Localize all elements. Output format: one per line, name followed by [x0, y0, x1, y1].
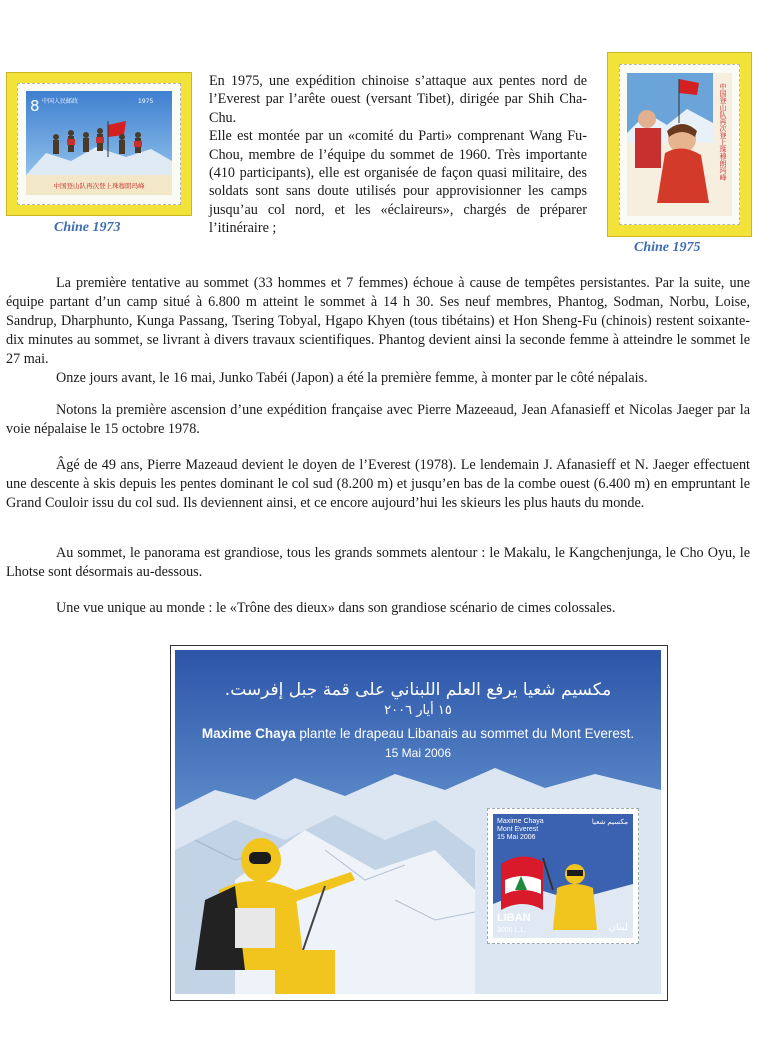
sheet-arabic-title: مكسيم شعيا يرفع العلم اللبناني على قمة جبل إفرست.: [224, 680, 612, 700]
sheet-date: 15 Mai 2006: [384, 746, 452, 760]
paragraph: La première tentative au sommet (33 hommes et 7 femmes) échoue à cause de tempêtes persistantes. Par la suite, une équipe partant d’un camp situé à 6.800 m atteint le sommet à 14 h 30. Ses neuf membres, Phantog, Sodman, Norbu, Loise, Sandrup, Dharphunto, Kunga Passang, Tsering Tobyal, Hgapo Khyen (tous tibétains) et Hon Sheng-Fu (chinois) restent soixante-dix minutes au sommet, se livrant à divers travaux scientifiques. Phantog devient ainsi la seconde femme à atteindre le sommet le 27 mai.: [6, 275, 750, 367]
paragraph: Au sommet, le panorama est grandiose, tous les grands sommets alentour : le Makalu, le Kangchenjunga, le Cho Oyu, le Lhotse sont désormais au-dessous.: [6, 545, 750, 580]
stamp-perforation: [619, 64, 740, 225]
sheet-title-rest: plante le drapeau Libanais au sommet du Mont Everest.: [295, 726, 635, 741]
mini-date: 15 Mai 2006: [497, 834, 536, 841]
svg-text:中国登山队再次登上珠穆朗玛峰: 中国登山队再次登上珠穆朗玛峰: [719, 83, 727, 181]
paragraph-mazeaud: [6, 456, 750, 513]
mini-stamp: [487, 808, 639, 944]
svg-text:中国人民邮政: 中国人民邮政: [42, 98, 79, 105]
paragraph-panorama: [6, 544, 750, 582]
mini-value: 3000 L.L.: [497, 927, 527, 934]
svg-text:中国登山队再次登上珠穆朗玛峰: 中国登山队再次登上珠穆朗玛峰: [53, 182, 145, 190]
mini-arabic-country: لبنان: [608, 922, 628, 933]
svg-text:8: 8: [30, 97, 40, 115]
stamp-image-climbers-summit: [627, 73, 732, 216]
mini-stamp-image: [493, 814, 633, 938]
stamp-image-climbers-flag: [26, 91, 172, 195]
sheet-name: Maxime Chaya: [201, 726, 296, 741]
mini-arabic-name: مكسيم شعيا: [591, 819, 628, 826]
intro-paragraph: Elle est montée par un «comité du Parti» comprenant Wang Fu-Chou, membre de l’équipe du sommet de 1960. Très importante (410 participants), elle est organisée de façon quasi militaire, des soldats sont sans doute utilisés pour approvisionner les camps jusqu’au col nord, et les «éclaireurs», chargés de préparer l’itinéraire ;: [209, 128, 587, 237]
stamp-caption: Chine 1975: [634, 240, 701, 255]
paragraph: Notons la première ascension d’une expédition française avec Pierre Mazeeaud, Jean Afanasieff et Nicolas Jaeger par la voie népalaise le 15 octobre 1978.: [6, 402, 750, 437]
stamp-chine-1975: [607, 52, 752, 237]
paragraph-unique-view: [6, 599, 750, 618]
intro-paragraph: En 1975, une expédition chinoise s’attaque aux pentes nord de l’Everest par l’arête ouest (versant Tibet), dirigée par Shih Cha-Chu.: [209, 73, 587, 126]
paragraph: Onze jours avant, le 16 mai, Junko Tabéi (Japon) a été la première femme, à monter par le côté népalais.: [56, 370, 648, 386]
stamp-perforation: [17, 83, 181, 205]
souvenir-sheet-image: [175, 650, 661, 994]
mini-country: LIBAN: [497, 912, 531, 924]
intro-text: [209, 72, 587, 238]
paragraph-french-expedition: [6, 401, 750, 439]
sheet-arabic-date: ١٥ أيار ٢٠٠٦: [384, 703, 452, 718]
sheet-french-title: [175, 726, 661, 741]
stamp-chine-1973: [6, 72, 192, 216]
souvenir-sheet-liban: [170, 645, 668, 1001]
stamp-caption: Chine 1973: [54, 220, 121, 235]
paragraph: Âgé de 49 ans, Pierre Mazeaud devient le doyen de l’Everest (1978). Le lendemain J. Afanasieff et N. Jaeger effectuent une descente à skis depuis les pentes dominant le col sud (8.200 m) et jusqu’en bas de la combe ouest (6.400 m) en empruntant le Grand Couloir issu du col sud. Ils deviennent ainsi, et ce encore aujourd’hui les skieurs les plus hauts du monde.: [6, 457, 750, 511]
paragraph: Une vue unique au monde : le «Trône des dieux» dans son grandiose scénario de cimes colossales.: [56, 600, 616, 616]
paragraph-first-attempt: [6, 274, 750, 388]
mini-name: Maxime Chaya: [497, 818, 544, 825]
mini-subtitle: Mont Everest: [497, 826, 539, 833]
svg-text:1975: 1975: [138, 98, 154, 105]
